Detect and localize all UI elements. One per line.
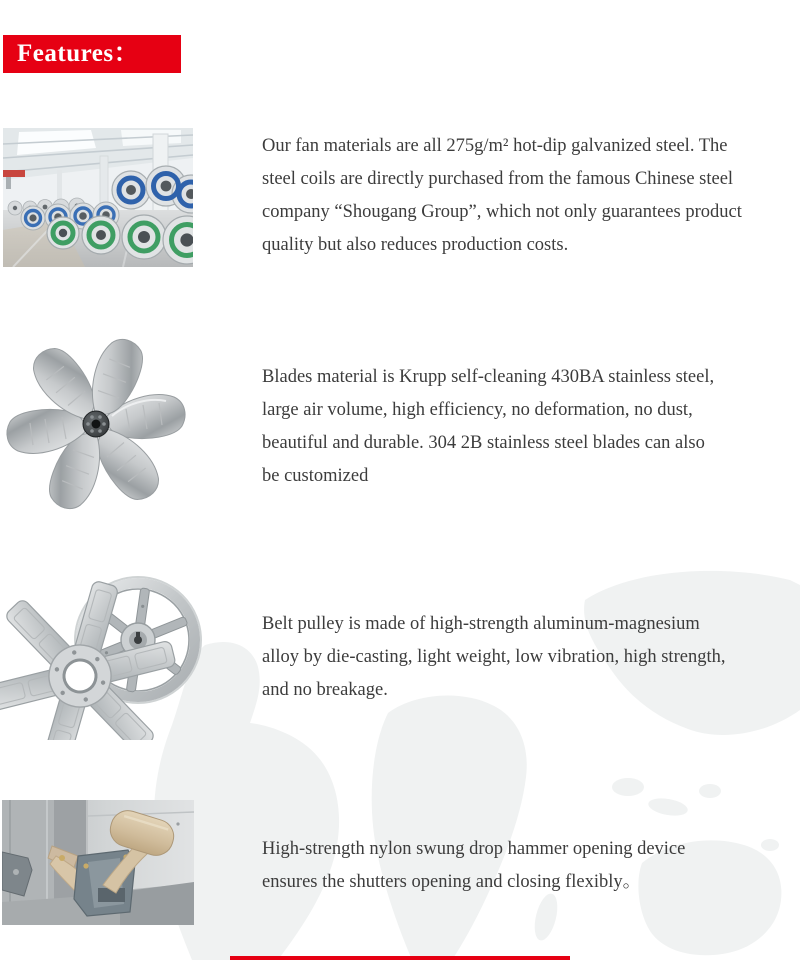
- crane-beam: [3, 170, 25, 177]
- nylon-drop-hammer-photo: [2, 800, 194, 925]
- page-title: Features：: [17, 40, 140, 67]
- feature-text-hammer: [262, 833, 685, 899]
- feature-line: Belt pulley is made of high-strength aluminum-magnesium: [262, 614, 700, 634]
- features-banner: [3, 35, 181, 73]
- belt-pulley-and-hub-photo: [0, 568, 212, 740]
- feature-line: High-strength nylon swung drop hammer opening device: [262, 839, 686, 859]
- feature-line: and no breakage.: [262, 680, 388, 700]
- feature-line: Blades material is Krupp self-cleaning 430BA stainless steel,: [262, 367, 715, 387]
- steel-coils-warehouse-photo: [3, 128, 193, 267]
- feature-line: quality but also reduces production costs.: [262, 235, 569, 255]
- feature-line: Our fan materials are all 275g/m² hot-dip galvanized steel. The: [262, 136, 728, 156]
- feature-text-pulley: [262, 608, 725, 707]
- feature-line: beautiful and durable. 304 2B stainless steel blades can also: [262, 433, 705, 453]
- stainless-steel-fan-blades-photo: [0, 336, 192, 516]
- feature-line: steel coils are directly purchased from the famous Chinese steel: [262, 169, 734, 189]
- bottom-red-divider: [230, 956, 570, 960]
- feature-line: large air volume, high efficiency, no deformation, no dust,: [262, 400, 693, 420]
- feature-line: company “Shougang Group”, which not only guarantees product: [262, 202, 742, 222]
- feature-text-materials: [262, 130, 742, 262]
- feature-text-blades: [262, 361, 714, 493]
- feature-line: ensures the shutters opening and closing flexibly。: [262, 872, 642, 892]
- feature-line: alloy by die-casting, light weight, low vibration, high strength,: [262, 647, 726, 667]
- feature-line: be customized: [262, 466, 369, 486]
